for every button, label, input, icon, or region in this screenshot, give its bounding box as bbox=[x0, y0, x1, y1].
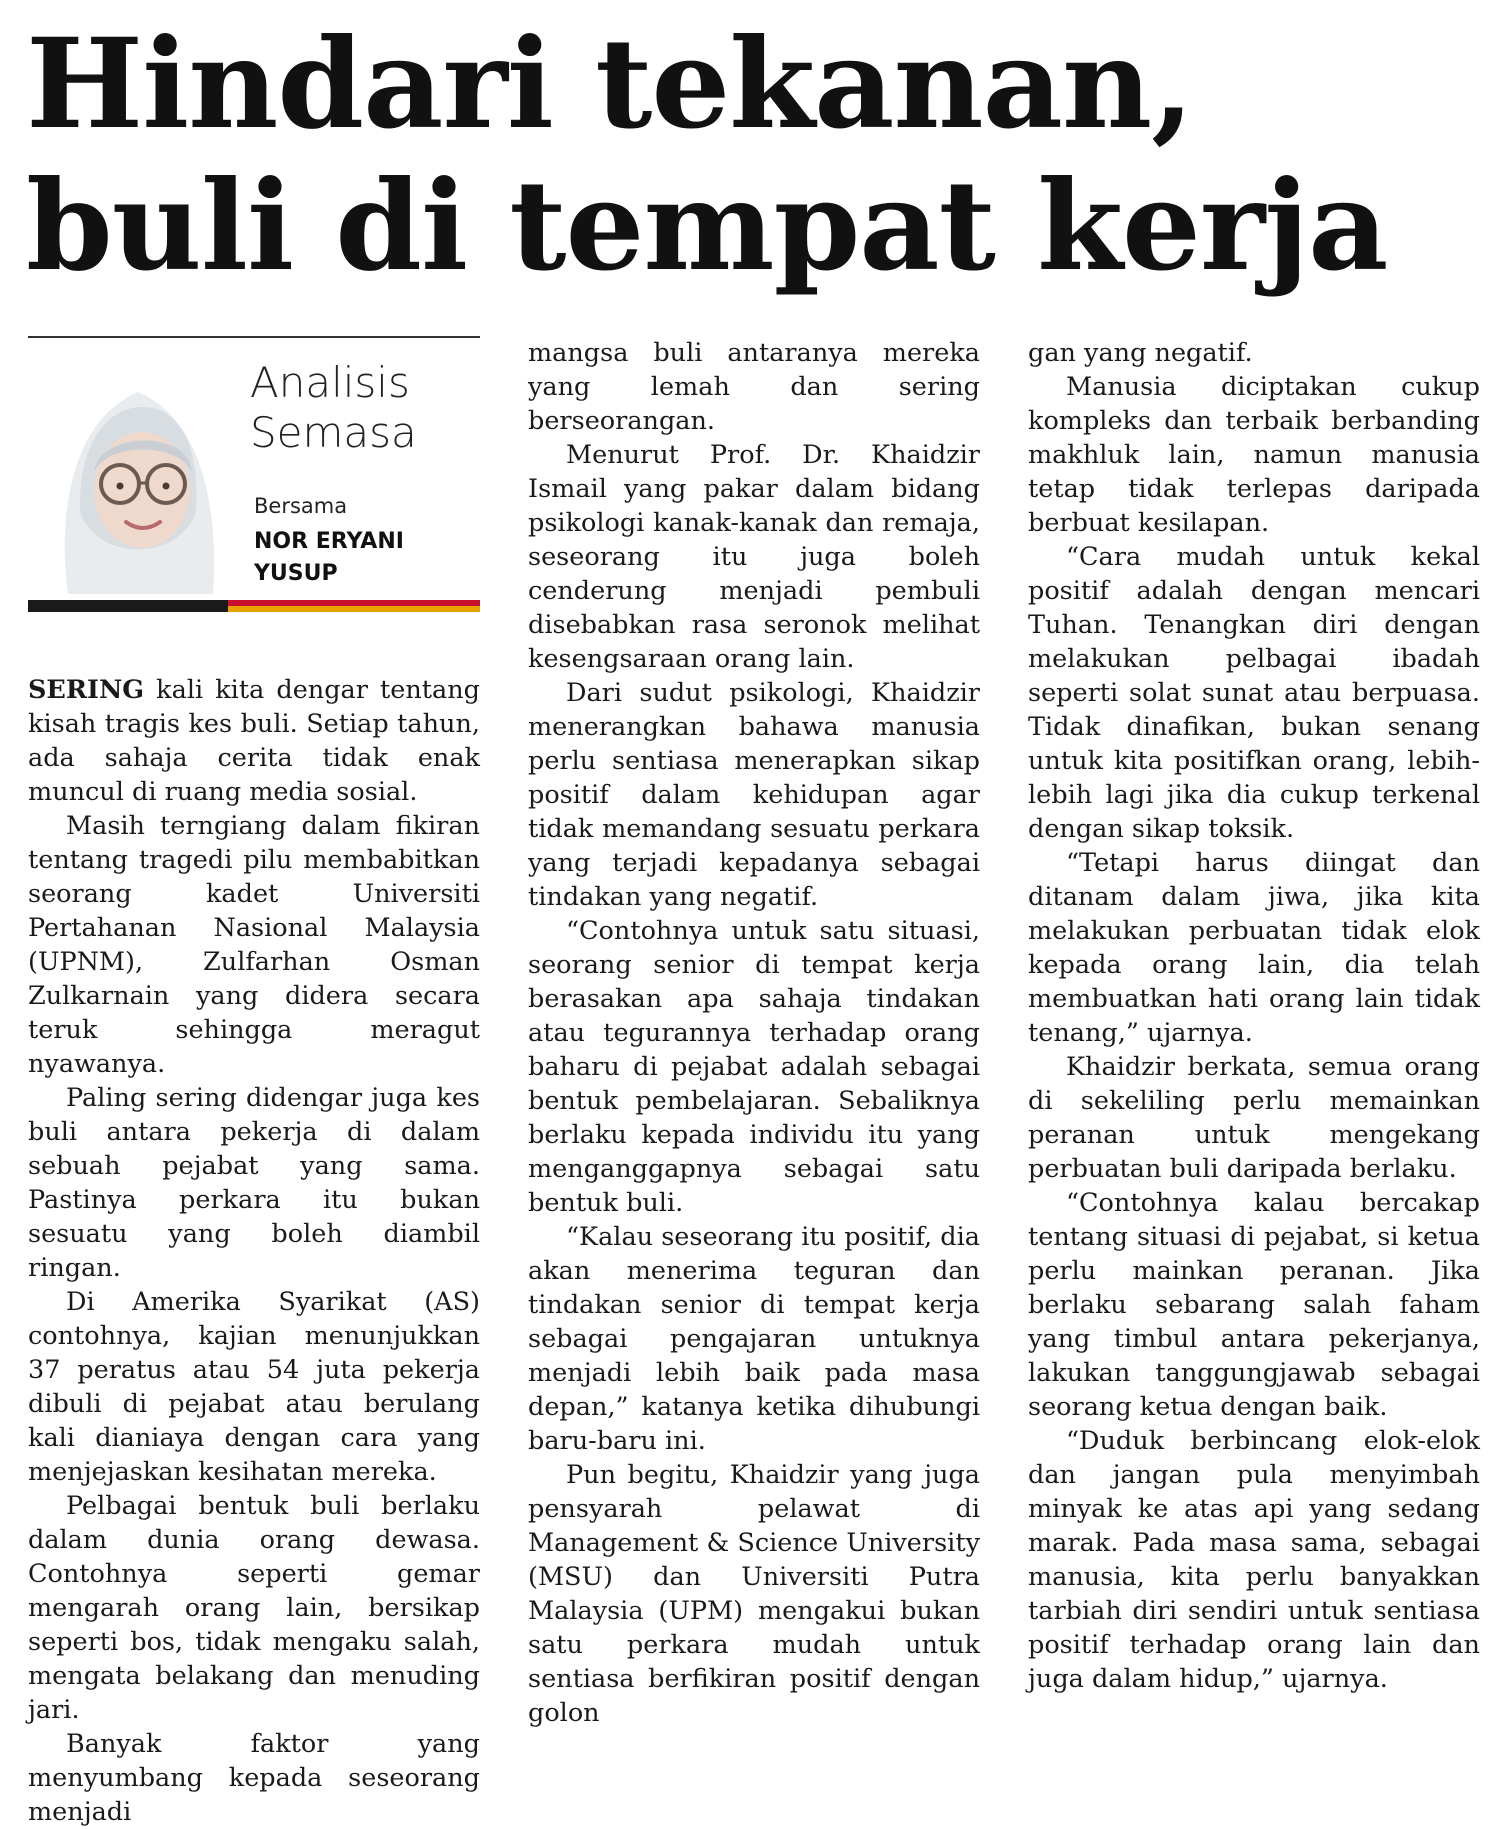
bersama-label: Bersama bbox=[254, 494, 348, 518]
column-title-line-1: Analisis bbox=[250, 358, 410, 407]
paragraph-3: Paling sering didengar juga kes buli antara pekerja di dalam sebuah pejabat yang sama. Pastinya perkara itu bukan sesuatu yang boleh diambil ringan. bbox=[28, 1083, 480, 1283]
paragraph-10: “Kalau seseorang itu positif, dia akan menerima teguran dan tindakan senior di tempat kerja sebagai pengajaran untuknya menjadi lebih baik pada masa depan,” katanya ketika dihubungi baru-baru ini. bbox=[528, 1222, 980, 1456]
paragraph-1 bbox=[28, 673, 480, 809]
paragraph-6-end: mangsa buli antaranya mereka yang lemah dan sering berseorangan. bbox=[528, 338, 980, 436]
paragraph-1-text: kali kita dengar tentang kisah tragis kes buli. Setiap tahun, ada sahaja cerita tidak enak muncul di ruang media sosial. bbox=[28, 675, 480, 807]
headline-line-1: Hindari tekanan, bbox=[26, 12, 1194, 157]
column-byline bbox=[28, 336, 480, 614]
paragraph-15: Khaidzir berkata, semua orang di sekeliling perlu memainkan peranan untuk mengekang perbuatan buli daripada berlaku. bbox=[1028, 1052, 1480, 1184]
paragraph-11-end: gan yang negatif. bbox=[1028, 338, 1253, 368]
paragraph-14: “Tetapi harus diingat dan ditanam dalam jiwa, jika kita melakukan perbuatan tidak elok kepada orang lain, dia telah membuatkan hati orang lain tidak tenang,” ujarnya. bbox=[1028, 848, 1480, 1048]
article-column-3 bbox=[1028, 336, 1480, 1696]
author-name-line-1: NOR ERYANI bbox=[254, 529, 404, 554]
paragraph-12: Manusia diciptakan cukup kompleks dan terbaik berbanding makhluk lain, namun manusia tetap tidak terlepas daripada berbuat kesilapan. bbox=[1028, 372, 1480, 538]
author-name bbox=[254, 526, 404, 590]
author-name-line-2: YUSUP bbox=[254, 561, 338, 586]
paragraph-16: “Contohnya kalau bercakap tentang situasi di pejabat, si ketua perlu mainkan peranan. Jika berlaku sebarang salah faham yang timbul antara pekerjanya, lakukan tanggungjawab sebagai seorang ketua dengan baik. bbox=[1028, 1188, 1480, 1422]
byline-top-rule bbox=[28, 336, 480, 338]
paragraph-7: Menurut Prof. Dr. Khaidzir Ismail yang pakar dalam bidang psikologi kanak-kanak dan remaja, seseorang itu juga boleh cenderung menjadi pembuli disebabkan rasa seronok melihat kesengsaraan orang lain. bbox=[528, 440, 980, 674]
column-title bbox=[250, 358, 417, 458]
byline-bar-black bbox=[28, 600, 228, 612]
paragraph-6-start: Banyak faktor yang menyumbang kepada seseorang menjadi bbox=[28, 1729, 480, 1827]
lead-word: SERING bbox=[28, 675, 145, 705]
author-photo-icon bbox=[38, 362, 238, 594]
paragraph-11-start: Pun begitu, Khaidzir yang juga pensyarah pelawat di Management & Science University (MSU) dan Universiti Putra Malaysia (UPM) mengakui bukan satu perkara mudah untuk sentiasa berfikiran positif dengan golon bbox=[528, 1460, 980, 1728]
paragraph-9: “Contohnya untuk satu situasi, seorang senior di tempat kerja berasakan apa sahaja tindakan atau tegurannya terhadap orang baharu di pejabat adalah sebagai bentuk pembelajaran. Sebaliknya berlaku kepada individu itu yang menganggapnya sebagai satu bentuk buli. bbox=[528, 916, 980, 1218]
article-column-2 bbox=[528, 336, 980, 1730]
article-column-1 bbox=[28, 673, 480, 1829]
paragraph-13: “Cara mudah untuk kekal positif adalah dengan mencari Tuhan. Tenangkan diri dengan melakukan pelbagai ibadah seperti solat sunat atau berpuasa. Tidak dinafikan, bukan senang untuk kita positifkan orang, lebih-lebih lagi jika dia cukup terkenal dengan sikap toksik. bbox=[1028, 542, 1480, 844]
column-title-line-2: Semasa bbox=[250, 408, 417, 457]
headline-line-2: buli di tempat kerja bbox=[26, 154, 1388, 299]
paragraph-17: “Duduk berbincang elok-elok dan jangan pula menyimbah minyak ke atas api yang sedang marak. Pada masa sama, sebagai manusia, kita perlu banyakkan tarbiah diri sendiri untuk sentiasa positif terhadap orang lain dan juga dalam hidup,” ujarnya. bbox=[1028, 1426, 1480, 1694]
paragraph-2: Masih terngiang dalam fikiran tentang tragedi pilu membabitkan seorang kadet Universiti Pertahanan Nasional Malaysia (UPNM), Zulfarhan Osman Zulkarnain yang didera secara teruk sehingga meragut nyawanya. bbox=[28, 811, 480, 1079]
headline bbox=[26, 14, 1476, 298]
paragraph-8: Dari sudut psikologi, Khaidzir menerangkan bahawa manusia perlu sentiasa menerapkan sikap positif dalam kehidupan agar tidak memandang sesuatu perkara yang terjadi kepadanya sebagai tindakan yang negatif. bbox=[528, 678, 980, 912]
paragraph-5: Pelbagai bentuk buli berlaku dalam dunia orang dewasa. Contohnya seperti gemar mengarah orang lain, bersikap seperti bos, tidak mengaku salah, mengata belakang dan menuding jari. bbox=[28, 1491, 480, 1725]
paragraph-4: Di Amerika Syarikat (AS) contohnya, kajian menunjukkan 37 peratus atau 54 juta pekerja dibuli di pejabat atau berulang kali dianiaya dengan cara yang menjejaskan kesihatan mereka. bbox=[28, 1287, 480, 1487]
byline-bar-color bbox=[228, 600, 480, 612]
